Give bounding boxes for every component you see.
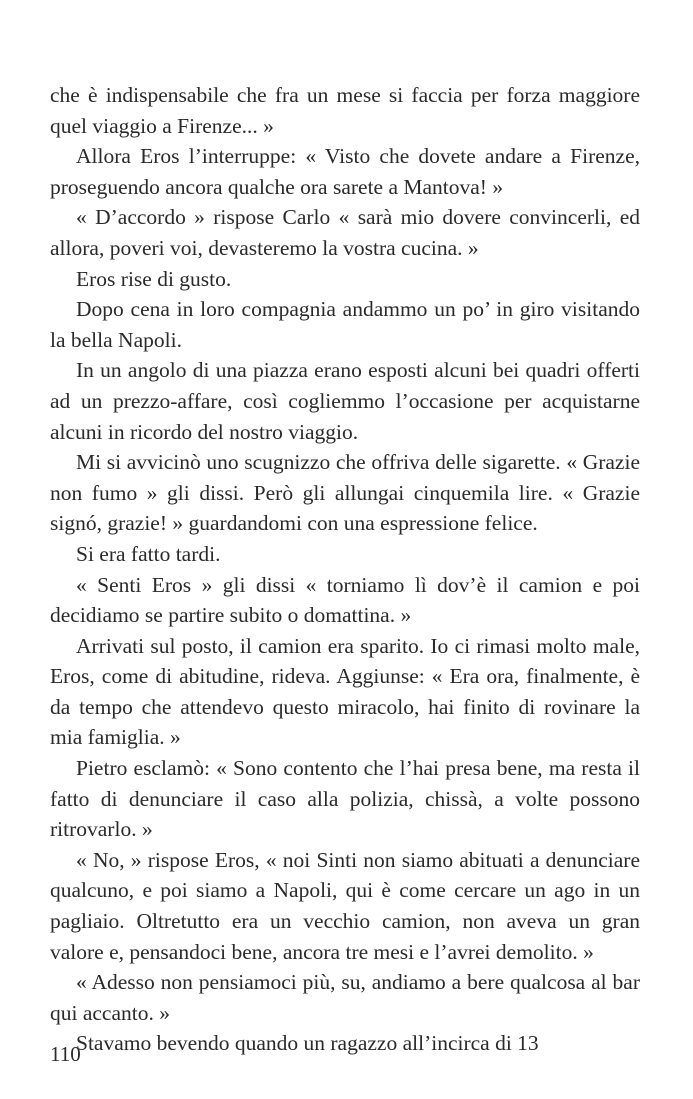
- paragraph-5: Dopo cena in loro compagnia andammo un po’ in giro visitando la bella Napoli.: [50, 297, 640, 352]
- paragraph-11: Pietro esclamò: « Sono contento che l’hai presa bene, ma resta il fatto di denunciare il caso alla polizia, chissà, a volte possono ritrovarlo. »: [50, 756, 640, 842]
- paragraph-2: Allora Eros l’interruppe: « Visto che dovete andare a Firenze, proseguendo ancora qualche ora sarete a Mantova! »: [50, 144, 640, 199]
- paragraph-9: « Senti Eros » gli dissi « torniamo lì dov’è il camion e poi decidiamo se partire subito o domattina. »: [50, 572, 640, 628]
- page-number: 110: [50, 1042, 81, 1066]
- paragraph-4: Eros rise di gusto.: [76, 266, 232, 291]
- paragraph-10: Arrivati sul posto, il camion era sparito. Io ci rimasi molto male, Eros, come di abitudine, rideva. Aggiunse: « Era ora, finalmente, è da tempo che attendevo questo miracolo, hai finito di rovinare la mia famiglia. »: [50, 633, 640, 750]
- page-body-text: [50, 80, 640, 1059]
- paragraph-6: In un angolo di una piazza erano esposti alcuni bei quadri offerti ad un prezzo-affare, così cogliemmo l’occasione per acquistarne alcuni in ricordo del nostro viaggio.: [50, 358, 640, 444]
- paragraph-7: Mi si avvicinò uno scugnizzo che offriva delle sigarette. « Grazie non fumo » gli dissi. Però gli allungai cinquemila lire. « Grazie signó, grazie! » guardandomi con una espressione felice.: [50, 450, 640, 536]
- paragraph-8: Si era fatto tardi.: [76, 541, 221, 566]
- paragraph-3: « D’accordo » rispose Carlo « sarà mio dovere convincerli, ed allora, poveri voi, devasteremo la vostra cucina. »: [50, 205, 640, 260]
- paragraph-12: « No, » rispose Eros, « noi Sinti non siamo abituati a denunciare qualcuno, e poi siamo a Napoli, qui è come cercare un ago in un pagliaio. Oltretutto era un vecchio camion, non aveva un gran valore e, pensandoci bene, ancora tre mesi e l’avrei demolito. »: [50, 847, 640, 964]
- paragraph-14: Stavamo bevendo quando un ragazzo all’incirca di 13: [76, 1031, 539, 1056]
- paragraph-1: che è indispensabile che fra un mese si faccia per forza maggiore quel viaggio a Firenze... »: [50, 83, 640, 138]
- paragraph-13: « Adesso non pensiamoci più, su, andiamo a bere qualcosa al bar qui accanto. »: [50, 970, 640, 1025]
